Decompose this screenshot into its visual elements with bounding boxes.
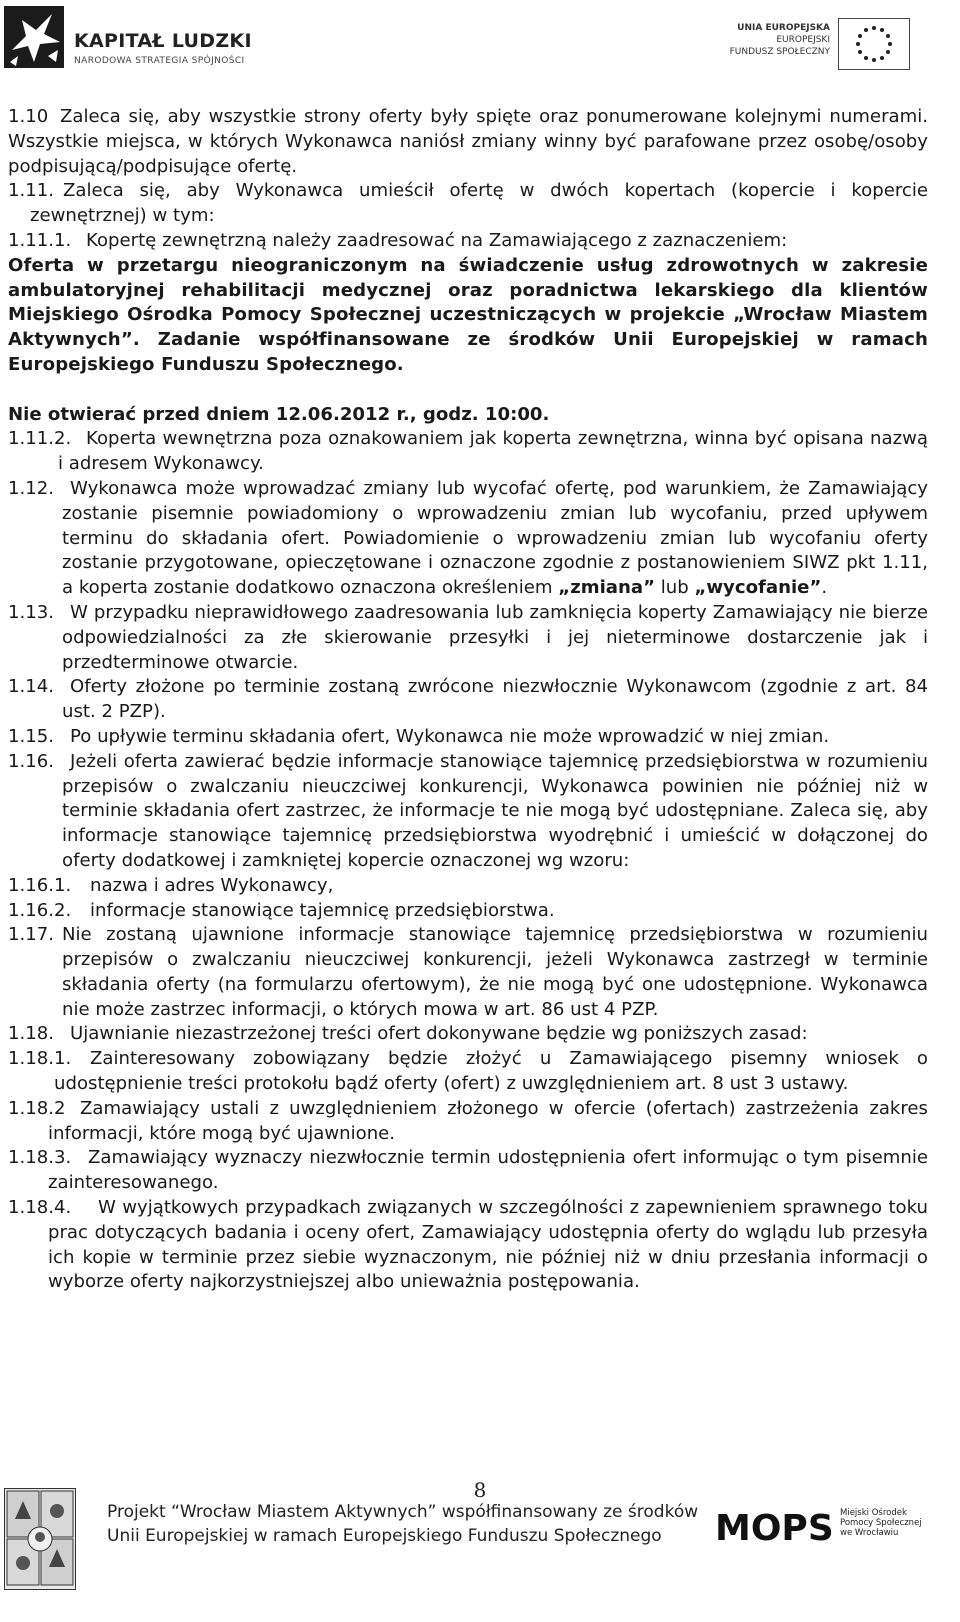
do-not-open-date: Nie otwierać przed dniem 12.06.2012 r., godz. 10:00. — [8, 403, 550, 425]
section-text: Zamawiający wyznaczy niezwłocznie termin udostępnienia ofert informując o tym pisemnie zainteresowanego. — [48, 1147, 928, 1194]
section-text: Zainteresowany zobowiązany będzie złożyć u Zamawiającego pisemny wniosek o udostępnienie treści protokołu bądź oferty (ofert) z uwzględnieniem art. 8 ust 3 ustawy. — [54, 1048, 928, 1095]
section-number: 1.11. — [8, 180, 55, 202]
project-line-1: Projekt “Wrocław Miastem Aktywnych” współfinansowany ze środków — [107, 1502, 699, 1522]
section-1-14 — [8, 675, 928, 725]
section-1-16 — [8, 750, 928, 874]
mops-label-line-3: we Wrocławiu — [840, 1528, 899, 1538]
section-1-12 — [8, 477, 928, 601]
section-number: 1.18.4. — [8, 1197, 72, 1219]
eu-line-3: FUNDUSZ SPOŁECZNY — [729, 47, 830, 57]
section-number: 1.18. — [8, 1023, 55, 1045]
section-1-18 — [8, 1022, 928, 1047]
section-1-18-1 — [8, 1047, 928, 1097]
section-1-16-2 — [8, 899, 928, 924]
section-text: W wyjątkowych przypadkach związanych w szczególności z zapewnieniem sprawnego toku prac dotyczących badania i oceny ofert, Zamawiający udostępnia oferty do wglądu lub przesyła ich kopie w terminie przez siebie wyznaczonym, nie później niż w dniu przesłania informacji o wyborze oferty najkorzystniejszej albo unieważnia postępowania. — [48, 1197, 928, 1293]
section-number: 1.16.1. — [8, 874, 72, 896]
section-text: Jeżeli oferta zawierać będzie informacje stanowiące tajemnicę przedsiębiorstwa w rozumieniu przepisów o zwalczaniu nieuczciwej konkurencji, Wykonawca powinien nie później niż w terminie składania ofert zastrzec, że informacje te nie mogą być udostępniane. Zaleca się, aby informacje stanowiące tajemnicę przedsiębiorstwa wyodrębnić i umieścić w dołączonej do oferty dodatkowej i zamkniętej kopercie oznaczonej wg wzoru: — [62, 750, 928, 871]
section-1-11 — [8, 179, 928, 229]
document-body — [8, 105, 928, 1295]
section-1-15 — [8, 725, 928, 750]
text-end: . — [821, 577, 828, 599]
page-header — [0, 0, 960, 80]
section-text: Ujawnianie niezastrzeżonej treści ofert dokonywane będzie wg poniższych zasad: — [70, 1023, 808, 1045]
eu-line-1: UNIA EUROPEJSKA — [737, 23, 830, 33]
project-line-2: Unii Europejskiej w ramach Europejskiego Funduszu Społecznego — [107, 1526, 662, 1546]
section-number: 1.16.2. — [8, 899, 72, 921]
section-number: 1.11.2. — [8, 428, 72, 450]
mops-logo — [715, 1506, 833, 1546]
section-number: 1.13. — [8, 601, 55, 623]
section-number: 1.14. — [8, 676, 55, 698]
eu-flag-icon — [838, 18, 910, 70]
section-text: Kopertę zewnętrzną należy zaadresować na Zamawiającego z zaznaczeniem: — [86, 229, 788, 251]
section-text: Koperta wewnętrzna poza oznakowaniem jak koperta zewnętrzna, winna być opisana nazwą i adresem Wykonawcy. — [58, 428, 928, 475]
section-number: 1.12. — [8, 477, 55, 499]
section-text: Nie zostaną ujawnione informacje stanowiące tajemnicę przedsiębiorstwa w rozumieniu przepisów o zwalczaniu nieuczciwej konkurencji, jeżeli Wykonawca zastrzegł w terminie składania oferty (na formularzu ofertowym), że nie mogą być one udostępnione. Wykonawca nie może zastrzec informacji, o których mowa w art. 86 ust 4 PZP. — [62, 924, 928, 1020]
section-text: Zaleca się, aby Wykonawca umieścił ofertę w dwóch kopertach (kopercie i kopercie zewnętrznej) w tym: — [30, 180, 928, 227]
section-text: Wykonawca może wprowadzać zmiany lub wycofać ofertę, pod warunkiem, że Zamawiający zostanie pisemnie powiadomiony o wprowadzeniu zmian lub wycofaniu, przed upływem terminu do składania ofert. Powiadomienie o wprowadzeniu zmian lub wycofaniu oferty zostanie przygotowane, opieczętowane i oznaczone zgodnie z postanowieniem SIWZ pkt 1.11, a koperta zostanie dodatkowo oznaczona określeniem — [62, 477, 928, 599]
section-number: 1.16. — [8, 750, 55, 772]
section-text: Zaleca się, aby wszystkie strony oferty były spięte oraz ponumerowane kolejnymi numerami. Wszystkie miejsca, w których Wykonawca naniósł zmiany winny być parafowane przez osobę/osoby podpisującą/podpisujące ofertę. — [8, 106, 928, 177]
section-number: 1.11.1. — [8, 229, 72, 251]
section-number: 1.18.1. — [8, 1048, 72, 1070]
text-connector: lub — [654, 577, 695, 599]
section-number: 1.15. — [8, 725, 55, 747]
page-footer — [0, 1470, 960, 1622]
section-1-10 — [8, 105, 928, 179]
section-1-18-3 — [8, 1146, 928, 1196]
section-text: Oferty złożone po terminie zostaną zwrócone niezwłocznie Wykonawcom (zgodnie z art. 84 ust. 2 PZP). — [62, 676, 928, 723]
keyword-wycofanie: „wycofanie” — [694, 577, 822, 599]
mops-label-line-1: Miejski Ośrodek — [840, 1508, 907, 1518]
section-text: W przypadku nieprawidłowego zaadresowania lub zamknięcia koperty Zamawiający nie bierze odpowiedzialności za złe skierowanie przesyłki i jej nieterminowe dostarczenie jak i przedterminowe otwarcie. — [62, 601, 928, 673]
mops-logo-text: MOPS — [715, 1508, 833, 1546]
section-number: 1.18.2 — [8, 1097, 66, 1119]
mops-label — [840, 1508, 922, 1538]
kapital-ludzki-logo — [4, 6, 264, 68]
page-number: 8 — [473, 1478, 487, 1502]
envelope-label-text: Oferta w przetargu nieograniczonym na świadczenie usług zdrowotnych w zakresie ambulatoryjnej rehabilitacji medycznej oraz poradnictwa lekarskiego dla klientów Miejskiego Ośrodka Pomocy Społecznej uczestniczących w projekcie „Wrocław Miastem Aktywnych”. Zadanie współfinansowane ze środków Unii Europejskiej w ramach Europejskiego Funduszu Społecznego. — [8, 254, 928, 375]
section-text: Zamawiający ustali z uwzględnieniem złożonego w ofercie (ofertach) zastrzeżenia zakres informacji, które mogą być ujawnione. — [48, 1097, 928, 1144]
wroclaw-crest-icon — [4, 1488, 76, 1590]
section-number: 1.18.3. — [8, 1147, 72, 1169]
section-text: Po upływie terminu składania ofert, Wykonawca nie może wprowadzić w niej zmian. — [70, 725, 830, 747]
section-1-18-2 — [8, 1097, 928, 1147]
keyword-zmiana: „zmiana” — [558, 577, 655, 599]
section-text: nazwa i adres Wykonawcy, — [90, 874, 334, 896]
eu-line-2: EUROPEJSKI — [776, 35, 830, 45]
section-1-18-4 — [8, 1196, 928, 1295]
section-1-17 — [8, 923, 928, 1022]
blank-line — [8, 378, 928, 403]
project-info — [107, 1500, 707, 1548]
section-1-11-1 — [8, 229, 928, 254]
section-number: 1.10 — [8, 106, 49, 127]
mops-label-line-2: Pomocy Społecznej — [840, 1518, 922, 1528]
eu-logo-text — [720, 22, 830, 58]
kapital-ludzki-subtitle: NARODOWA STRATEGIA SPÓJNOŚCI — [74, 56, 245, 66]
eu-logo — [720, 18, 940, 70]
section-text: informacje stanowiące tajemnicę przedsiębiorstwa. — [90, 899, 555, 921]
section-1-13 — [8, 601, 928, 675]
section-number: 1.17. — [8, 924, 55, 946]
section-1-16-1 — [8, 874, 928, 899]
kapital-ludzki-title: KAPITAŁ LUDZKI — [74, 30, 252, 52]
section-1-11-2 — [8, 427, 928, 477]
kapital-ludzki-star-icon — [4, 6, 64, 68]
